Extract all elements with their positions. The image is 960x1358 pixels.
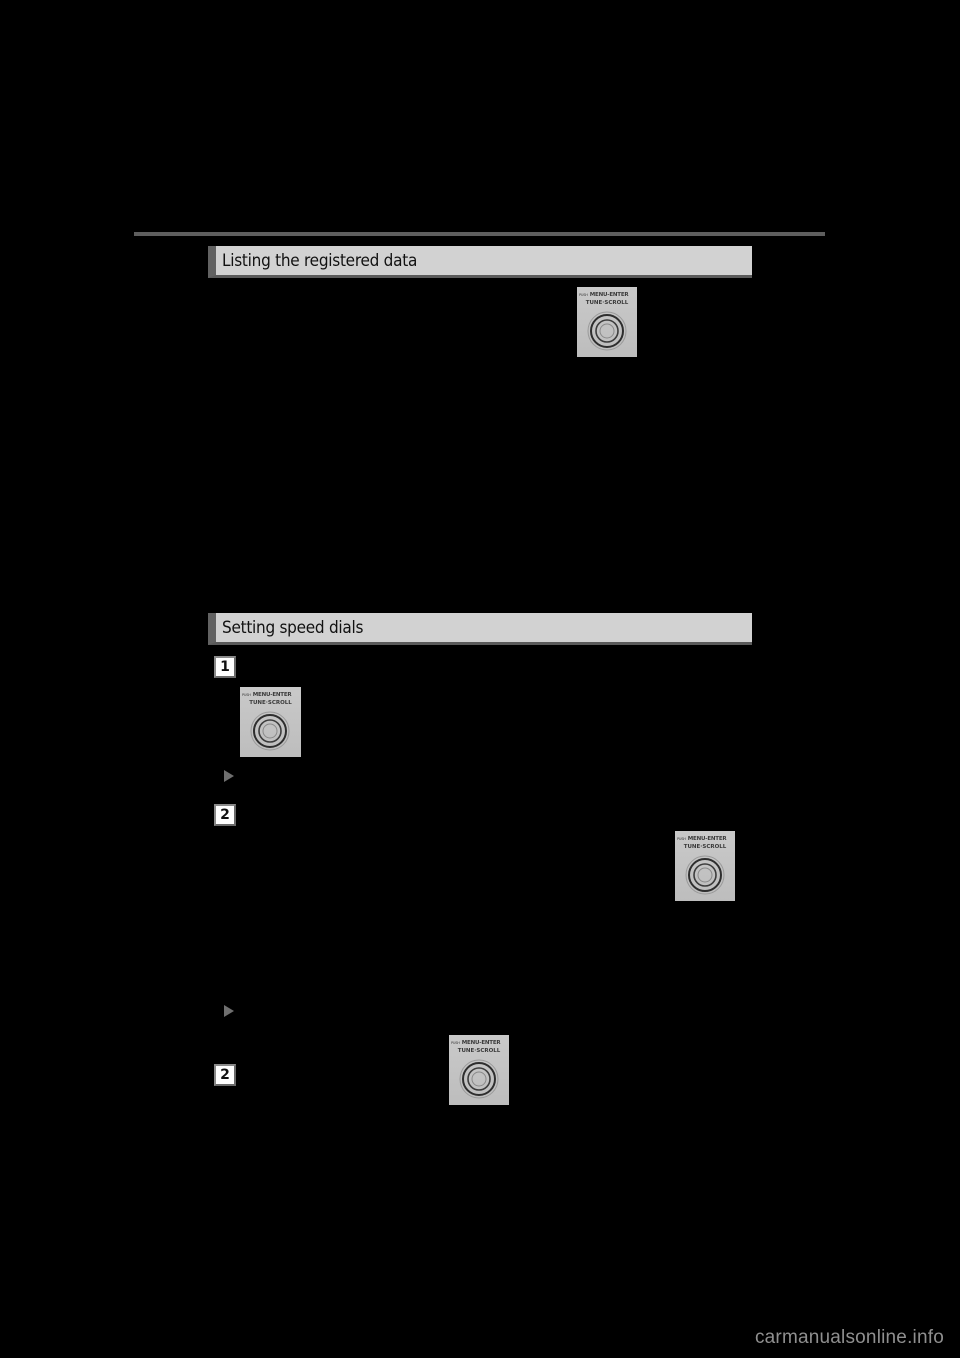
section-title: Setting speed dials [222,617,364,638]
dial-top-label: MENU-ENTER [687,836,727,842]
dial-knob-icon [458,1058,500,1100]
dial-knob-icon [684,854,726,896]
step-badge-2-alt: 2 [214,1064,236,1086]
tune-scroll-dial-image [675,831,735,901]
tune-scroll-dial-image [449,1035,509,1105]
dial-push-label: PUSH [242,693,251,697]
dial-bottom-label: TUNE·SCROLL [457,1048,501,1054]
watermark-link[interactable]: carmanualsonline.info [754,1327,944,1348]
triangle-bullet-icon [224,1005,234,1017]
tune-scroll-dial-image [240,687,301,757]
dial-top-label: MENU-ENTER [252,692,292,698]
dial-top-label: MENU-ENTER [589,292,629,298]
step-badge-1: 1 [214,656,236,678]
dial-push-label: PUSH [579,293,588,297]
dial-knob-icon [586,310,628,352]
dial-bottom-label: TUNE·SCROLL [585,300,629,306]
top-rule [134,232,825,236]
tune-scroll-dial-image [577,287,637,357]
step-badge-2: 2 [214,804,236,826]
dial-bottom-label: TUNE·SCROLL [683,844,727,850]
section-header-setting-speed-dials [208,613,752,645]
section-header-listing-registered-data [208,246,752,278]
dial-top-label: MENU-ENTER [461,1040,501,1046]
dial-push-label: PUSH [451,1041,460,1045]
dial-bottom-label: TUNE·SCROLL [249,700,292,706]
triangle-bullet-icon [224,770,234,782]
section-title: Listing the registered data [222,250,418,271]
dial-push-label: PUSH [677,837,686,841]
dial-knob-icon [249,710,291,752]
